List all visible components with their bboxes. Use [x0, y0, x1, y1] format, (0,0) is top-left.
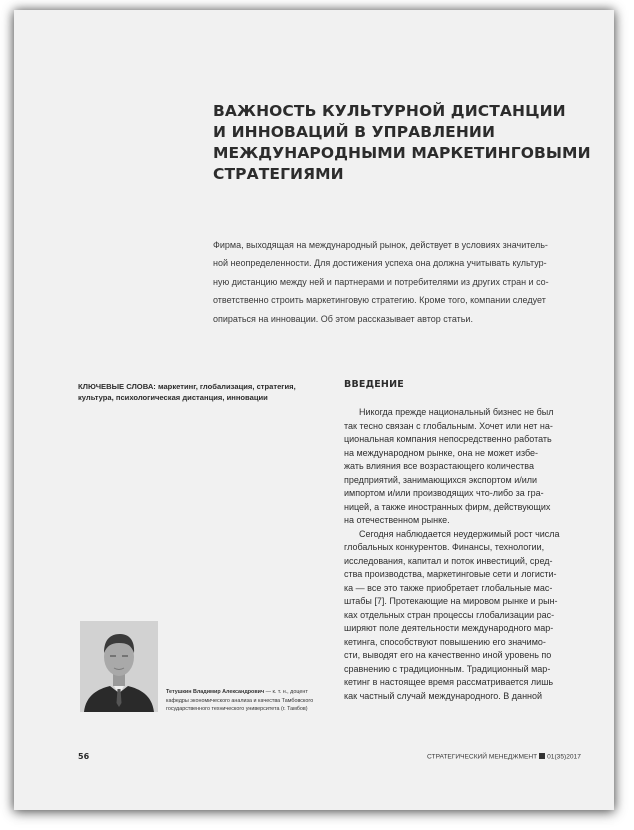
body-line: кетинг в настоящее время рассматривается лишь: [344, 677, 554, 687]
body-line: сти, выводят его на качественно иной уровень по: [344, 650, 552, 660]
title-line: МЕЖДУНАРОДНЫМИ МАРКЕТИНГОВЫМИ: [213, 144, 591, 162]
title-line: И ИННОВАЦИЙ В УПРАВЛЕНИИ: [213, 123, 496, 141]
body-line: ства производства, маркетинговые сети и логисти-: [344, 569, 557, 579]
keywords-block: [78, 381, 328, 403]
body-line: штабы [7]. Протекающие на мировом рынке и рын-: [344, 596, 558, 606]
keywords-line: КЛЮЧЕВЫЕ СЛОВА: маркетинг, глобализация, стратегия,: [78, 382, 296, 391]
author-line: [166, 688, 346, 697]
lead-line: Фирма, выходящая на международный рынок, действует в условиях значитель-: [213, 240, 548, 250]
body-text: [344, 406, 584, 703]
lead-line: опираться на инновации. Об этом рассказывает автор статьи.: [213, 313, 473, 324]
body-line: Сегодня наблюдается неудержимый рост числа: [359, 528, 560, 539]
body-line: ках отдельных стран процессы глобализации рас-: [344, 609, 555, 620]
square-bullet-icon: [539, 753, 545, 759]
body-line: на международном рынке, она не может избе-: [344, 447, 539, 458]
body-line: ка — все это также приобретает глобальные мас-: [344, 582, 553, 593]
journal-name: СТРАТЕГИЧЕСКИЙ МЕНЕДЖМЕНТ: [427, 753, 538, 761]
page-number: 56: [78, 752, 90, 761]
body-line: импортом и/или производящих что-либо за гра-: [344, 488, 544, 498]
author-portrait-icon: [80, 621, 158, 712]
section-heading: ВВЕДЕНИЕ: [344, 379, 404, 390]
keywords-line: культура, психологическая дистанция, инновации: [78, 393, 268, 402]
author-name: Тетушкин Владимир Александрович: [166, 689, 265, 695]
title-line: ВАЖНОСТЬ КУЛЬТУРНОЙ ДИСТАНЦИИ: [213, 102, 566, 120]
body-line: предприятий, занимающихся экспортом и/или: [344, 474, 538, 485]
body-line: ницей, а также иностранных фирм, действующих: [344, 501, 551, 512]
body-line: Никогда прежде национальный бизнес не был: [359, 407, 554, 417]
author-line: государственного технического университета (г. Тамбов): [166, 706, 308, 713]
body-line: сравнению с традиционным. Традиционный мар-: [344, 663, 551, 674]
author-line: кафедры экономического анализа и качества Тамбовского: [166, 697, 314, 704]
journal-footer: [427, 753, 581, 761]
body-line: жать влияния все возрастающего количества: [344, 461, 534, 471]
body-line: ширяют поле деятельности международного мар-: [344, 623, 554, 633]
lead-line: ответственно строить маркетинговую стратегию. Кроме того, компании следует: [213, 295, 546, 306]
body-line: исследования, капитал и поток инвестиций, сред-: [344, 555, 553, 566]
article-title: [213, 101, 593, 185]
body-line: на отечественном рынке.: [344, 515, 450, 525]
author-bio: — к. т. н., доцент: [264, 689, 308, 695]
journal-issue: 01(35)2017: [547, 753, 581, 761]
page-sheet: [14, 10, 614, 810]
body-line: циональная компания непосредственно работать: [344, 434, 552, 444]
author-photo: [80, 621, 158, 712]
body-line: глобальных конкурентов. Финансы, технологии,: [344, 542, 545, 552]
lead-paragraph: [213, 236, 595, 328]
lead-line: ную дистанцию между ней и партнерами и потребителями из других стран и со-: [213, 276, 549, 287]
body-line: как частный случай международного. В данной: [344, 690, 543, 701]
body-line: кетинга, способствуют повышению его значимо-: [344, 636, 546, 647]
body-line: так тесно связан с глобальным. Хочет или нет на-: [344, 420, 553, 431]
lead-line: ной неопределенности. Для достижения успеха она должна учитывать культур-: [213, 258, 547, 269]
author-info: [166, 688, 346, 714]
title-line: СТРАТЕГИЯМИ: [213, 165, 344, 183]
